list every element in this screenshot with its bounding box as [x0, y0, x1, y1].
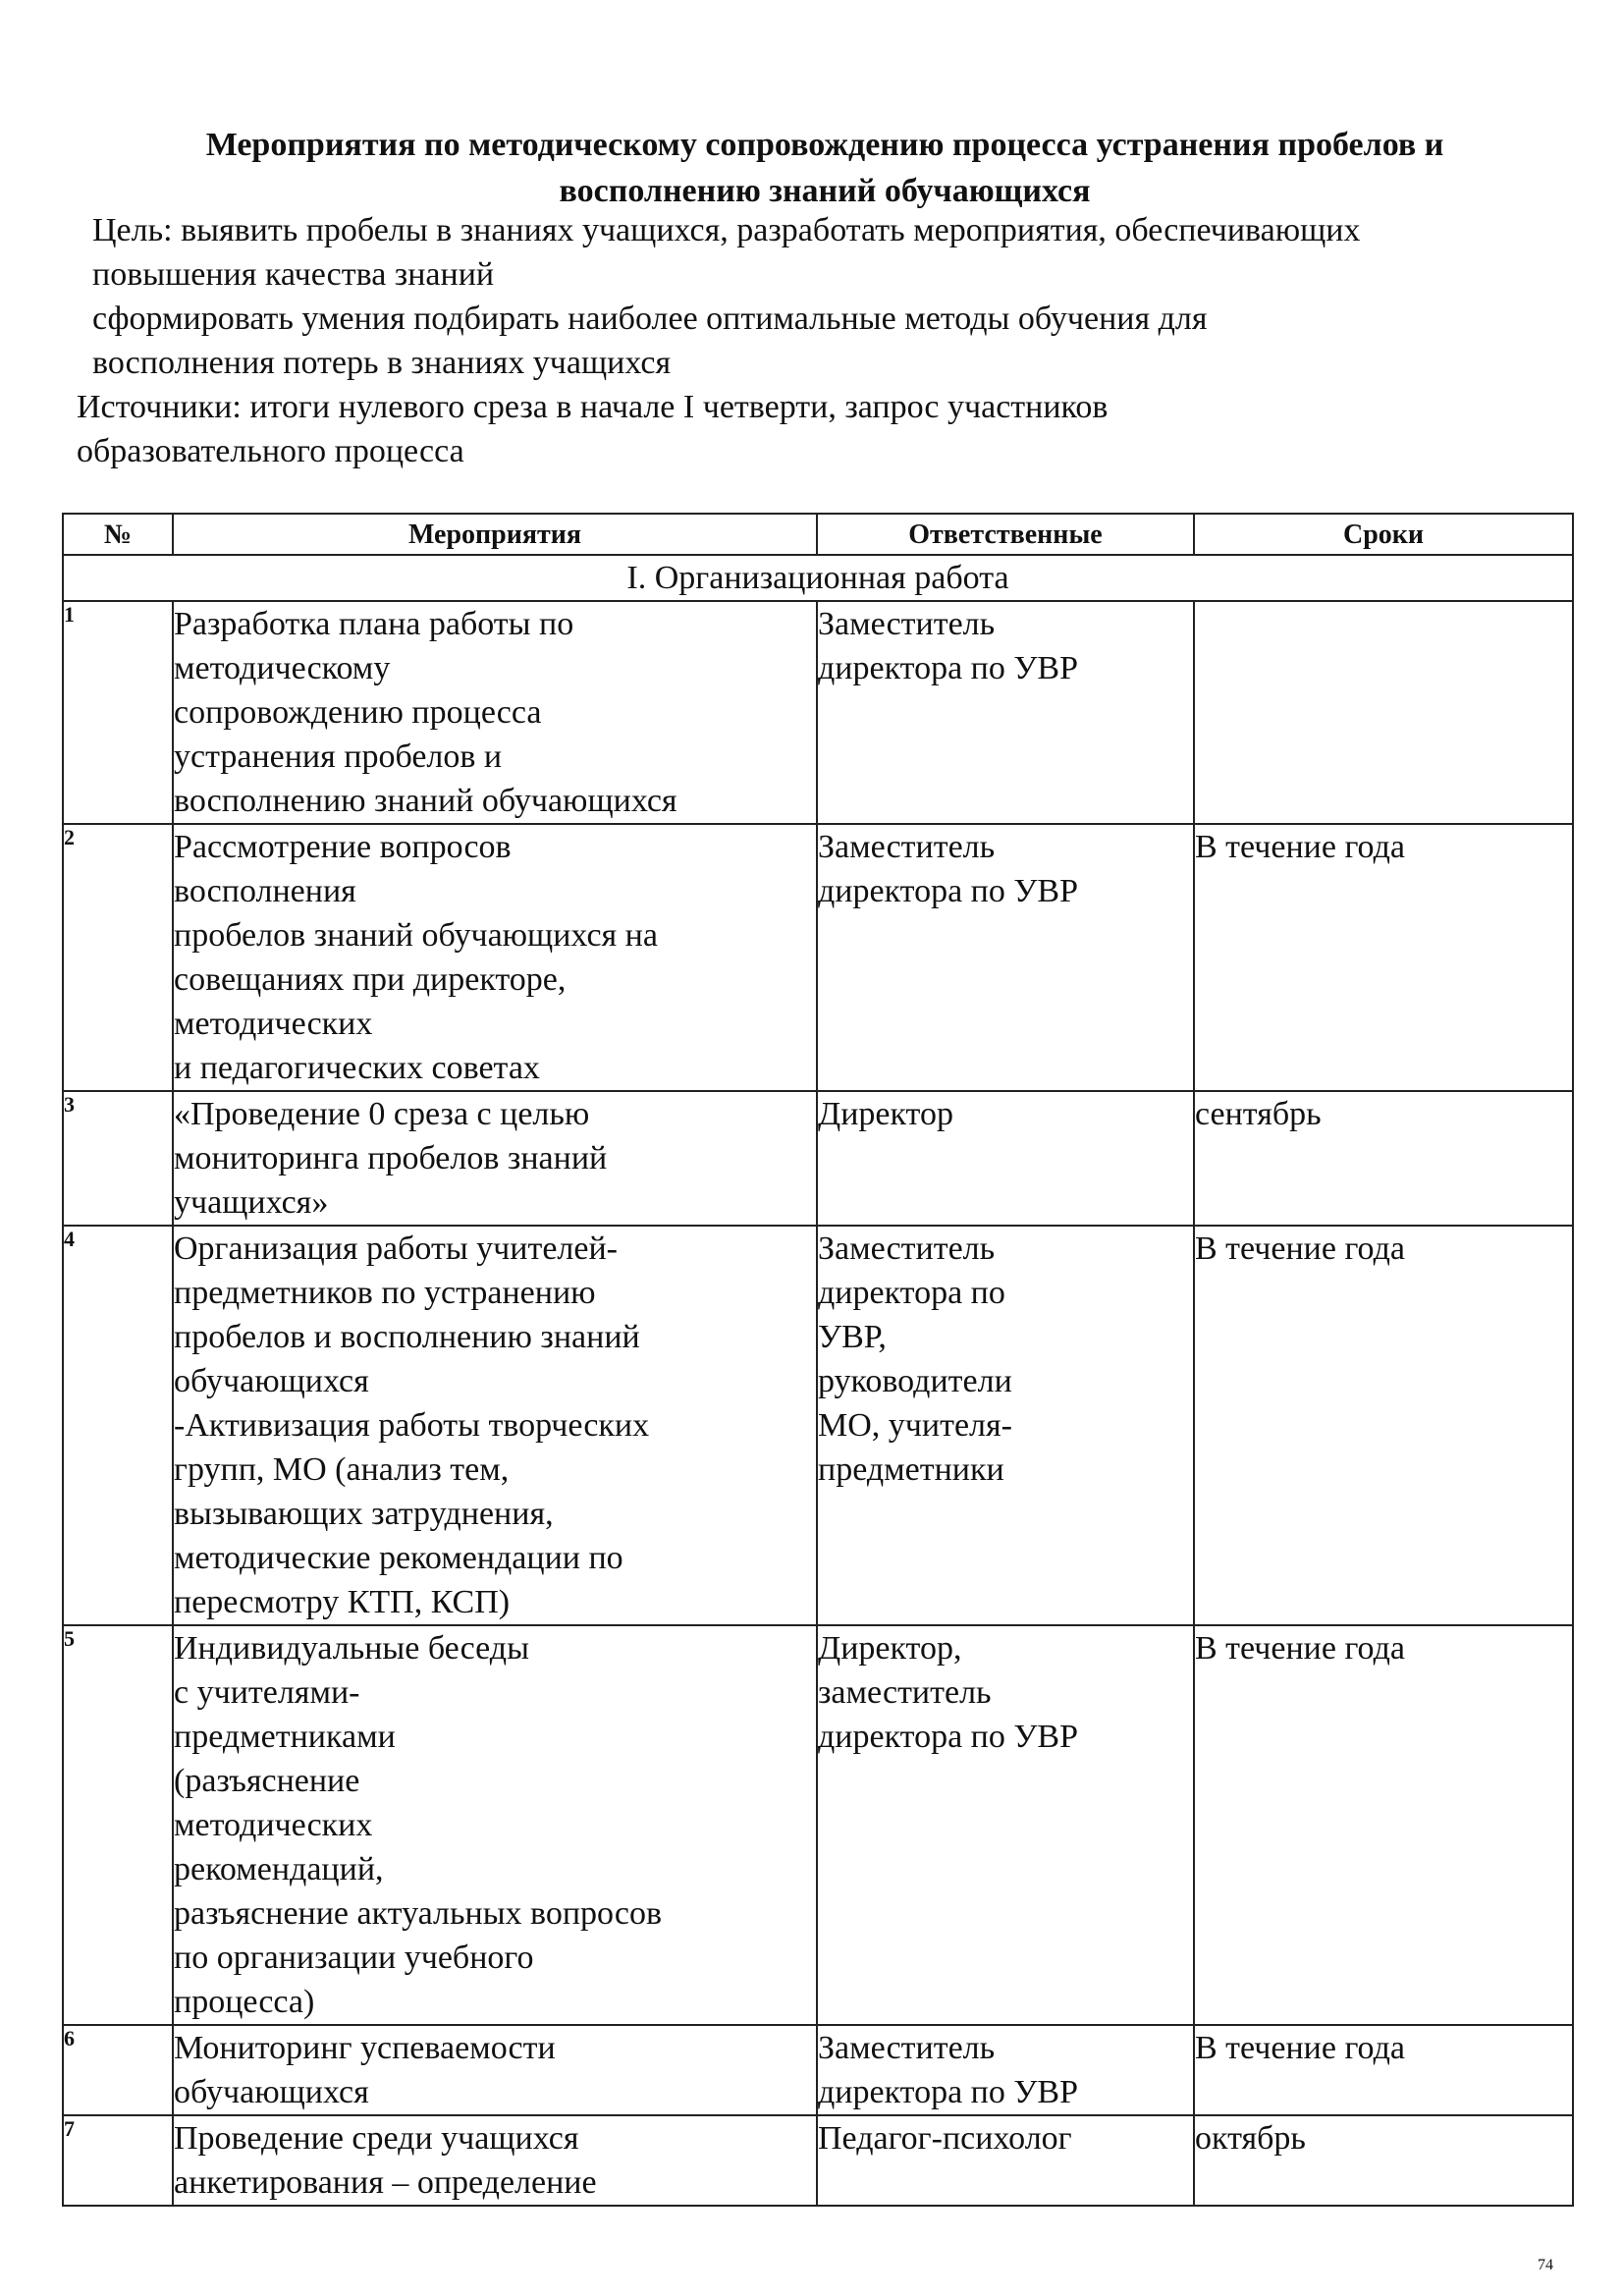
responsible-cell-line: директора по УВР — [818, 1719, 1079, 1755]
section-title: I. Организационная работа — [63, 555, 1573, 601]
table-row — [63, 2025, 1573, 2115]
event-cell — [173, 601, 817, 824]
event-cell-line: Мониторинг успеваемости — [174, 2030, 556, 2066]
responsible-cell — [817, 1091, 1194, 1226]
event-cell-line: мониторинга пробелов знаний — [174, 1140, 608, 1176]
event-cell-line: пробелов знаний обучающихся на — [174, 917, 658, 954]
page-number: 74 — [1538, 2257, 1553, 2273]
event-cell-line: обучающихся — [174, 2074, 369, 2110]
responsible-cell-line: УВР, — [818, 1319, 887, 1355]
event-cell-line: и педагогических советах — [174, 1050, 540, 1086]
event-cell-line: Организация работы учителей- — [174, 1230, 618, 1267]
deadline-cell — [1194, 2115, 1573, 2206]
event-cell-line: по организации учебного — [174, 1940, 534, 1976]
table-row — [63, 1091, 1573, 1226]
event-cell — [173, 1625, 817, 2025]
row-number: 6 — [63, 2025, 173, 2115]
responsible-cell-line: Заместитель — [818, 2030, 996, 2066]
event-cell-line: методическому — [174, 650, 391, 686]
event-cell-line: методические рекомендации по — [174, 1540, 623, 1576]
event-cell — [173, 1226, 817, 1625]
responsible-cell-line: директора по УВР — [818, 873, 1079, 909]
event-cell-line: предметников по устранению — [174, 1275, 596, 1311]
deadline-cell-line: В течение года — [1195, 1630, 1405, 1667]
event-cell-line: пересмотру КТП, КСП) — [174, 1584, 511, 1620]
event-cell — [173, 2025, 817, 2115]
event-cell-line: методических — [174, 1807, 373, 1843]
header-deadlines: Сроки — [1194, 514, 1573, 555]
goal-line: повышения качества знаний — [92, 256, 495, 293]
event-cell-line: Рассмотрение вопросов — [174, 829, 512, 865]
event-cell-line: сопровождению процесса — [174, 694, 542, 731]
deadline-cell-line: В течение года — [1195, 2030, 1405, 2066]
sources-line: Источники: итоги нулевого среза в начале I четверти, запрос участников — [77, 389, 1109, 425]
section-row — [63, 555, 1573, 601]
event-cell-line: восполнению знаний обучающихся — [174, 783, 677, 819]
event-cell-line: обучающихся — [174, 1363, 369, 1399]
responsible-cell-line: Педагог-психолог — [818, 2120, 1072, 2157]
deadline-cell — [1194, 601, 1573, 824]
responsible-cell-line: заместитель — [818, 1674, 992, 1711]
goal-line: сформировать умения подбирать наиболее оптимальные методы обучения для — [92, 301, 1208, 337]
table-row — [63, 1625, 1573, 2025]
event-cell-line: совещаниях при директоре, — [174, 961, 567, 998]
event-cell — [173, 824, 817, 1091]
event-cell-line: учащихся» — [174, 1184, 329, 1221]
deadline-cell-line: В течение года — [1195, 829, 1405, 865]
responsible-cell-line: руководители — [818, 1363, 1012, 1399]
row-number: 3 — [63, 1091, 173, 1226]
responsible-cell — [817, 2025, 1194, 2115]
row-number: 5 — [63, 1625, 173, 2025]
event-cell — [173, 1091, 817, 1226]
event-cell-line: анкетирования – определение — [174, 2164, 597, 2201]
event-cell-line: разъяснение актуальных вопросов — [174, 1895, 663, 1932]
responsible-cell — [817, 1226, 1194, 1625]
title-line: Мероприятия по методическому сопровождению процесса устранения пробелов и — [205, 127, 1444, 163]
event-cell-line: групп, МО (анализ тем, — [174, 1451, 510, 1488]
header-responsible: Ответственные — [817, 514, 1194, 555]
responsible-cell-line: Заместитель — [818, 829, 996, 865]
responsible-cell — [817, 2115, 1194, 2206]
goal-line: Цель: выявить пробелы в знаниях учащихся, разработать мероприятия, обеспечивающих — [92, 212, 1361, 248]
header-number: № — [63, 514, 173, 555]
row-number: 2 — [63, 824, 173, 1091]
deadline-cell — [1194, 1625, 1573, 2025]
responsible-cell-line: директора по — [818, 1275, 1005, 1311]
event-cell-line: вызывающих затруднения, — [174, 1496, 554, 1532]
deadline-cell — [1194, 1226, 1573, 1625]
responsible-cell-line: Заместитель — [818, 1230, 996, 1267]
responsible-cell-line: Заместитель — [818, 606, 996, 642]
event-cell — [173, 2115, 817, 2206]
event-cell-line: процесса) — [174, 1984, 315, 2020]
deadline-cell-line: В течение года — [1195, 1230, 1405, 1267]
event-cell-line: -Активизация работы творческих — [174, 1407, 650, 1444]
table-row — [63, 601, 1573, 824]
page-title — [88, 122, 1561, 214]
event-cell-line: восполнения — [174, 873, 356, 909]
event-cell-line: Разработка плана работы по — [174, 606, 574, 642]
responsible-cell — [817, 1625, 1194, 2025]
goal-line: восполнения потерь в знаниях учащихся — [92, 345, 672, 381]
deadline-cell-line: сентябрь — [1195, 1096, 1322, 1132]
row-number: 4 — [63, 1226, 173, 1625]
deadline-cell — [1194, 1091, 1573, 1226]
responsible-cell-line: Директор, — [818, 1630, 962, 1667]
sources-line: образовательного процесса — [77, 433, 464, 469]
responsible-cell-line: предметники — [818, 1451, 1004, 1488]
responsible-cell — [817, 601, 1194, 824]
row-number: 1 — [63, 601, 173, 824]
event-cell-line: предметниками — [174, 1719, 396, 1755]
activities-table — [62, 513, 1574, 2207]
deadline-cell — [1194, 2025, 1573, 2115]
table-header-row — [63, 514, 1573, 555]
header-events: Мероприятия — [173, 514, 817, 555]
deadline-cell-line: октябрь — [1195, 2120, 1306, 2157]
responsible-cell — [817, 824, 1194, 1091]
event-cell-line: пробелов и восполнению знаний — [174, 1319, 640, 1355]
event-cell-line: Индивидуальные беседы — [174, 1630, 529, 1667]
event-cell-line: рекомендаций, — [174, 1851, 384, 1887]
row-number: 7 — [63, 2115, 173, 2206]
event-cell-line: Проведение среди учащихся — [174, 2120, 579, 2157]
sources-paragraph — [77, 385, 1549, 473]
event-cell-line: с учителями- — [174, 1674, 360, 1711]
event-cell-line: устранения пробелов и — [174, 738, 503, 775]
table-row — [63, 2115, 1573, 2206]
title-line: восполнению знаний обучающихся — [559, 173, 1091, 209]
responsible-cell-line: директора по УВР — [818, 650, 1079, 686]
event-cell-line: методических — [174, 1006, 373, 1042]
responsible-cell-line: Директор — [818, 1096, 953, 1132]
responsible-cell-line: директора по УВР — [818, 2074, 1079, 2110]
table-row — [63, 824, 1573, 1091]
goal-paragraph — [92, 208, 1585, 385]
responsible-cell-line: МО, учителя- — [818, 1407, 1012, 1444]
table-row — [63, 1226, 1573, 1625]
deadline-cell — [1194, 824, 1573, 1091]
event-cell-line: «Проведение 0 среза с целью — [174, 1096, 590, 1132]
event-cell-line: (разъяснение — [174, 1763, 360, 1799]
